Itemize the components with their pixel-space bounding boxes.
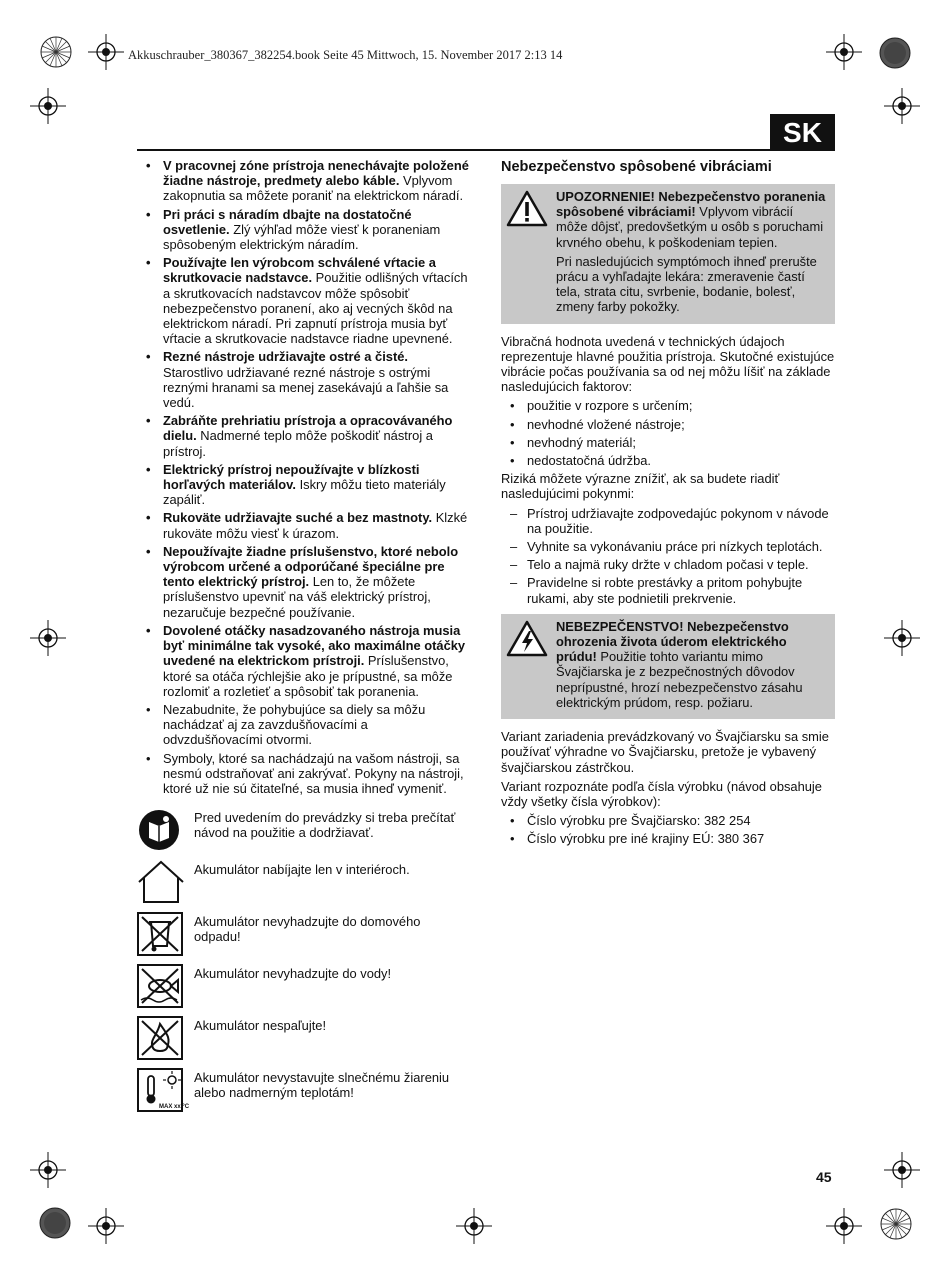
list-item: – Prístroj udržiavajte zodpovedajúc pokynom v návode na použitie. — [501, 506, 835, 536]
danger-box: NEBEZPEČENSTVO! Nebezpečenstvo ohrozenia života úderom elektrického prúdu! Použitie tohto variantu mimo Švajčiarska je z bezpečnostných dôvodov neprípustné, hrozí nebezpečenstvo zásahu elektrickým prúdom, resp. požiaru. — [501, 614, 835, 719]
house-icon — [137, 860, 185, 904]
list-item: – Vyhnite sa vykonávaniu práce pri nízkych teplotách. — [501, 539, 835, 554]
paragraph: Riziká môžete výrazne znížiť, ak sa budete riadiť nasledujúcimi pokynmi: — [501, 471, 780, 502]
paragraph: Variant zariadenia prevádzkovaný vo Švajčiarsku sa smie používať výhradne vo Švajčiarsku, pretože je vybavený švajčiarskou zástrčkou. — [501, 729, 829, 775]
list-item: • Zabráňte prehriatiu prístroja a opracovávaného dielu. Nadmerné teplo môže poškodiť nástroj a prístroj. — [137, 413, 470, 459]
crosshair-icon — [884, 1152, 920, 1188]
language-badge: SK — [770, 114, 835, 151]
svg-text:MAX xx °C: MAX xx °C — [159, 1104, 190, 1111]
list-item: • použitie v rozpore s určením; — [501, 398, 835, 413]
list-item: • Číslo výrobku pre iné krajiny EÚ: 380 367 — [501, 831, 835, 846]
tips-list — [501, 506, 835, 606]
warning-box: UPOZORNENIE! Nebezpečenstvo poranenia spôsobené vibráciami! Vplyvom vibrácií môže dôjsť, predovšetkým u osôb s poruchami krvného obehu, k poškodeniam tepien. Pri nasledujúcich symptómoch ihneď prerušte prácu a vyhľadajte lekára: zmeravenie častí tela, strata citu, svrbenie, bodanie, bolesť, zmeny farby pokožky. — [501, 184, 835, 324]
crosshair-icon — [884, 620, 920, 656]
no-water-icon — [137, 964, 185, 1008]
list-item: • Číslo výrobku pre Švajčiarsko: 382 254 — [501, 813, 835, 828]
section-title: Nebezpečenstvo spôsobené vibráciami — [501, 159, 772, 175]
safety-list — [137, 158, 470, 796]
electric-hazard-icon — [506, 620, 548, 658]
read-manual-icon — [137, 808, 185, 852]
crosshair-icon — [878, 36, 912, 70]
symbol-text: Pred uvedením do prevádzky si treba prečítať návod na použitie a dodržiavať. — [194, 810, 456, 841]
list-item: • Pri práci s náradím dbajte na dostatočné osvetlenie. Zlý výhľad môže viesť k poraneniam spôsobeným elektrickým náradím. — [137, 207, 470, 253]
list-item: • Dovolené otáčky nasadzovaného nástroja musia byť minimálne tak vysoké, ako maximálne otáčky uvedené na elektrickom prístroji. Príslušenstvo, ktoré sa otáča rýchlejšie ako je prípustné, sa môže rozlomiť a rozletieť a spôsobiť tak poranenia. — [137, 623, 470, 699]
symbol-row — [137, 1016, 470, 1060]
list-item: • nevhodné vložené nástroje; — [501, 417, 835, 432]
crosshair-icon — [30, 88, 66, 124]
crosshair-icon — [88, 1208, 124, 1244]
warning-triangle-icon — [506, 190, 548, 228]
symbol-text: Akumulátor nespaľujte! — [194, 1018, 327, 1034]
list-item: • Symboly, ktoré sa nachádzajú na vašom nástroji, sa nesmú odstraňovať ani zakrývať. Pokyny na nástroji, ktoré už nie sú čitateľné, sa musia ihneď vymeniť. — [137, 751, 470, 797]
factor-list — [501, 398, 835, 468]
page-number: 45 — [816, 1169, 832, 1185]
list-item: – Pravidelne si robte prestávky a pritom pohybujte rukami, aby ste podnietili prekrvenie. — [501, 575, 835, 605]
symbol-row — [137, 808, 470, 852]
crosshair-icon — [826, 1208, 862, 1244]
symbol-row — [137, 964, 470, 1008]
list-item: • Elektrický prístroj nepoužívajte v blízkosti horľavých materiálov. Iskry môžu tieto materiály zapáliť. — [137, 462, 470, 508]
crosshair-icon — [884, 88, 920, 124]
list-item: • V pracovnej zóne prístroja nenechávajte položené žiadne nástroje, predmety alebo káble. Vplyvom zakopnutia sa môžete poraniť na elektrickom náradí. — [137, 158, 470, 204]
file-header: Akkuschrauber_380367_382254.book Seite 45 Mittwoch, 15. November 2017 2:13 14 — [128, 48, 563, 62]
crosshair-icon — [826, 34, 862, 70]
left-column — [137, 158, 470, 1112]
crosshair-icon — [88, 34, 124, 70]
crossed-bin-icon — [137, 912, 185, 956]
top-rule — [137, 149, 770, 151]
symbol-text: Akumulátor nevystavujte slnečnému žiareniu alebo nadmerným teplotám! — [194, 1070, 450, 1101]
symbol-text: Akumulátor nevyhadzujte do vody! — [194, 966, 392, 982]
max-temperature-icon — [137, 1068, 190, 1112]
crosshair-icon — [30, 1152, 66, 1188]
crosshair-icon — [456, 1208, 492, 1244]
paragraph: Vibračná hodnota uvedená v technických údajoch reprezentuje hlavné použitia prístroja. Skutočné existujúce vibrácie počas používania sa od nej môžu líšiť na základe nasledujúcich faktorov: — [501, 333, 835, 395]
symbol-row — [137, 860, 470, 904]
symbol-row — [137, 912, 470, 956]
symbol-text: Akumulátor nabíjajte len v interiéroch. — [194, 862, 410, 878]
right-column — [501, 158, 835, 850]
product-list — [501, 813, 835, 846]
crosshair-icon — [30, 620, 66, 656]
list-item: • Nezabudnite, že pohybujúce sa diely sa môžu nachádzať aj za zavzdušňovacími a odvzdušňovacími otvormi. — [137, 702, 470, 748]
paragraph: Variant rozpoznáte podľa čísla výrobku (návod obsahuje vždy všetky čísla výrobkov): — [501, 778, 822, 809]
crosshair-icon — [878, 1206, 914, 1242]
list-item: – Telo a najmä ruky držte v chladom počasi v teple. — [501, 557, 835, 572]
symbol-text: Akumulátor nevyhadzujte do domového odpadu! — [194, 914, 421, 945]
list-item: • nevhodný materiál; — [501, 435, 835, 450]
list-item: • nedostatočná údržba. — [501, 453, 835, 468]
crosshair-icon — [38, 1206, 72, 1240]
crosshair-icon — [38, 34, 74, 70]
list-item: • Rezné nástroje udržiavajte ostré a čisté. Starostlivo udržiavané rezné nástroje s ostrými reznými hranami sa menej zasekávajú a ľahšie sa vedú. — [137, 349, 470, 410]
no-fire-icon — [137, 1016, 185, 1060]
list-item: • Používajte len výrobcom schválené vŕtacie a skrutkovacie nadstavce. Použitie odlišných vŕtacích a skrutkovacích nadstavcov môže spôsobiť nebezpečenstvo poranení, ako aj vecných škôd na elektrickom náradí. Pri zapnutí prístroja musia byť vŕtacie a skrutkovacie nadstavce riadne upevnené. — [137, 255, 470, 346]
symbol-row — [137, 1068, 470, 1112]
list-item: • Rukoväte udržiavajte suché a bez mastnoty. Klzké rukoväte môžu viesť k úrazom. — [137, 510, 470, 540]
list-item: • Nepoužívajte žiadne príslušenstvo, ktoré nebolo výrobcom určené a odporúčané špeciálne pre tento elektrický prístroj. Len to, že môžete príslušenstvo upevniť na váš elektrický prístroj, nezaručuje bezpečné používanie. — [137, 544, 470, 620]
